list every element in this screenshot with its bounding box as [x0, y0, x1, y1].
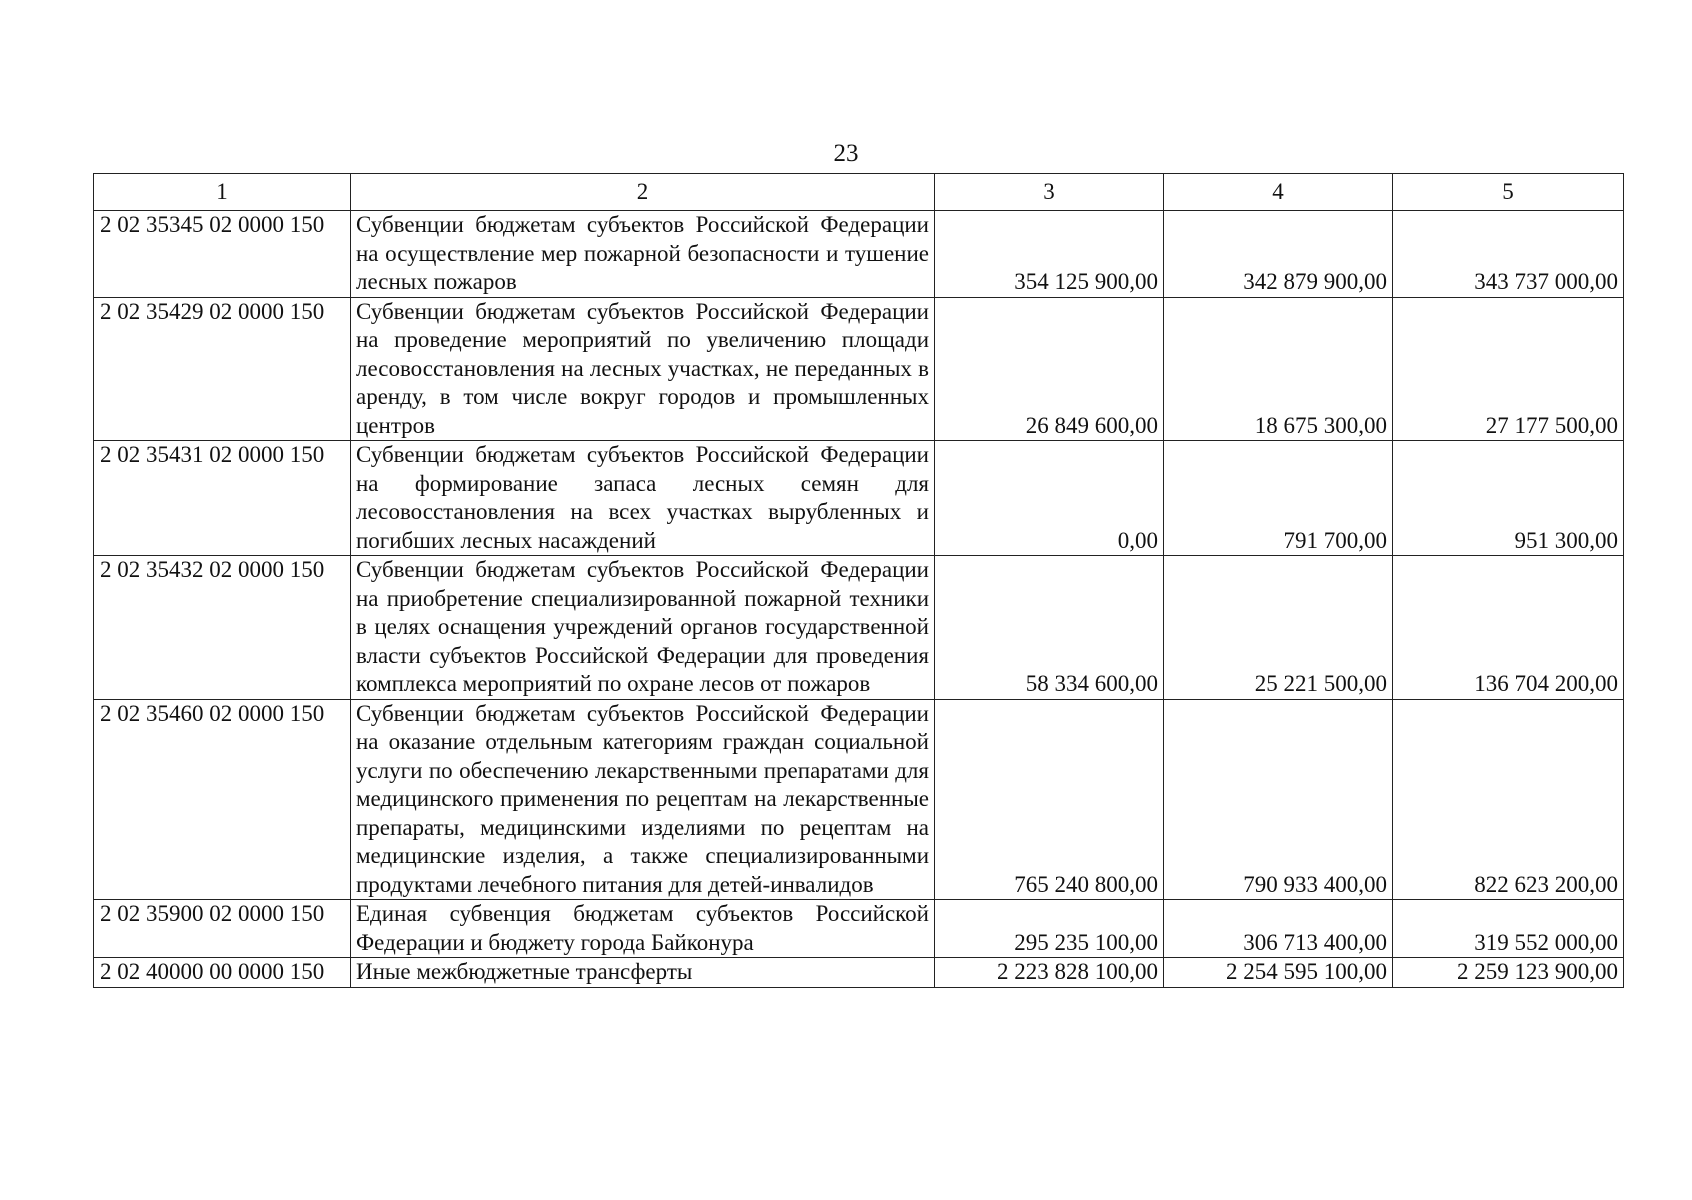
amount-col3: 26 849 600,00: [935, 297, 1164, 441]
item-description: Единая субвенция бюджетам субъектов Российской Федерации и бюджету города Байконура: [351, 900, 935, 958]
amount-col3: 58 334 600,00: [935, 556, 1164, 700]
item-description: Субвенции бюджетам субъектов Российской Федерации на формирование запаса лесных семян для лесовосстановления на всех участках вырубленных и погибших лесных насаждений: [351, 441, 935, 556]
item-description: Субвенции бюджетам субъектов Российской Федерации на оказание отдельным категориям граждан социальной услуги по обеспечению лекарственными препаратами для медицинского применения по рецептам на лекарственные препараты, медицинскими изделиями по рецептам на медицинские изделия, а также специализированными продуктами лечебного питания для детей-инвалидов: [351, 699, 935, 900]
budget-code: 2 02 35432 02 0000 150: [94, 556, 351, 700]
amount-col4: 790 933 400,00: [1164, 699, 1393, 900]
table-row: [94, 297, 1624, 441]
amount-col4: 2 254 595 100,00: [1164, 958, 1393, 988]
amount-col4: 791 700,00: [1164, 441, 1393, 556]
amount-col3: 354 125 900,00: [935, 211, 1164, 298]
amount-col3: 0,00: [935, 441, 1164, 556]
table-row: [94, 441, 1624, 556]
budget-code: 2 02 35431 02 0000 150: [94, 441, 351, 556]
amount-col5: 319 552 000,00: [1393, 900, 1624, 958]
table-header-row: [94, 174, 1624, 211]
table-row: [94, 900, 1624, 958]
column-header-5: 5: [1393, 174, 1624, 211]
amount-col4: 306 713 400,00: [1164, 900, 1393, 958]
table-row: [94, 958, 1624, 988]
amount-col4: 342 879 900,00: [1164, 211, 1393, 298]
amount-col3: 765 240 800,00: [935, 699, 1164, 900]
item-description: Субвенции бюджетам субъектов Российской Федерации на проведение мероприятий по увеличению площади лесовосстановления на лесных участках, не переданных в аренду, в том числе вокруг городов и промышленных центров: [351, 297, 935, 441]
budget-code: 2 02 35429 02 0000 150: [94, 297, 351, 441]
amount-col5: 951 300,00: [1393, 441, 1624, 556]
budget-code: 2 02 35345 02 0000 150: [94, 211, 351, 298]
column-header-4: 4: [1164, 174, 1393, 211]
item-description: Иные межбюджетные трансферты: [351, 958, 935, 988]
amount-col3: 2 223 828 100,00: [935, 958, 1164, 988]
column-header-2: 2: [351, 174, 935, 211]
budget-code: 2 02 35900 02 0000 150: [94, 900, 351, 958]
column-header-1: 1: [94, 174, 351, 211]
amount-col3: 295 235 100,00: [935, 900, 1164, 958]
table-row: [94, 211, 1624, 298]
page-number: 23: [833, 140, 859, 167]
budget-code: 2 02 40000 00 0000 150: [94, 958, 351, 988]
budget-code: 2 02 35460 02 0000 150: [94, 699, 351, 900]
table-row: [94, 699, 1624, 900]
table-row: [94, 556, 1624, 700]
amount-col5: 343 737 000,00: [1393, 211, 1624, 298]
budget-table: [93, 173, 1624, 988]
item-description: Субвенции бюджетам субъектов Российской Федерации на приобретение специализированной пожарной техники в целях оснащения учреждений органов государственной власти субъектов Российской Федерации для проведения комплекса мероприятий по охране лесов от пожаров: [351, 556, 935, 700]
amount-col4: 18 675 300,00: [1164, 297, 1393, 441]
column-header-3: 3: [935, 174, 1164, 211]
item-description: Субвенции бюджетам субъектов Российской Федерации на осуществление мер пожарной безопасности и тушение лесных пожаров: [351, 211, 935, 298]
amount-col4: 25 221 500,00: [1164, 556, 1393, 700]
amount-col5: 27 177 500,00: [1393, 297, 1624, 441]
amount-col5: 136 704 200,00: [1393, 556, 1624, 700]
amount-col5: 822 623 200,00: [1393, 699, 1624, 900]
amount-col5: 2 259 123 900,00: [1393, 958, 1624, 988]
